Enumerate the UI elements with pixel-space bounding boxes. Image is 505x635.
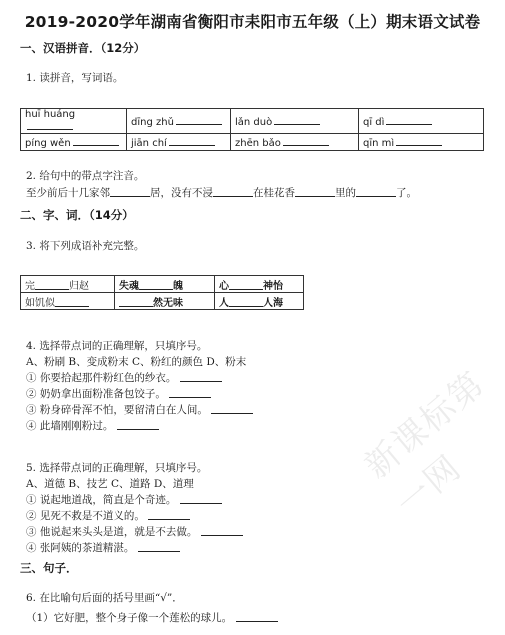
q5-options: A、道德 B、技艺 C、道路 D、道理: [26, 478, 194, 490]
answer-blank[interactable]: [139, 280, 173, 290]
q4-item-text: ② 奶奶拿出面粉准备包饺子。: [26, 388, 166, 400]
q1-prompt: 1. 读拼音，写词语。: [26, 72, 124, 84]
idiom-cell: [21, 276, 115, 293]
q4-item: [26, 418, 159, 433]
idiom-cell: [215, 276, 304, 293]
idiom-part: 人海: [263, 297, 283, 309]
answer-blank[interactable]: [110, 187, 150, 197]
answer-blank[interactable]: [138, 542, 180, 552]
pinyin-cell: [359, 134, 484, 151]
pinyin-text: huī huáng: [25, 109, 76, 120]
idiom-part: 神怡: [263, 280, 283, 292]
q6-item-text: （1）它好肥，整个身子像一个莲松的球儿。: [26, 612, 233, 624]
pinyin-text: lǎn duò: [235, 116, 273, 128]
q6-prompt: 6. 在比喻句后面的括号里画“√”．: [26, 592, 183, 604]
watermark: 新课标第一网: [357, 363, 494, 525]
answer-blank[interactable]: [35, 280, 69, 290]
q3-prompt: 3. 将下列成语补充完整。: [26, 240, 145, 252]
section-2-heading: 二、字、词．（14分）: [20, 208, 134, 222]
q4-item-text: ③ 粉身碎骨浑不怕，要留清白在人间。: [26, 404, 208, 416]
q5-item: [26, 492, 222, 507]
idiom-part: 魄: [173, 280, 183, 292]
pinyin-cell: [21, 134, 127, 151]
idiom-part: 人: [219, 297, 229, 309]
answer-blank[interactable]: [201, 526, 243, 536]
answer-blank[interactable]: [229, 280, 263, 290]
pinyin-cell: [21, 109, 127, 134]
sentence-part: 至少前后十几家邻: [26, 187, 110, 199]
idiom-table: [20, 275, 304, 310]
idiom-cell: [21, 293, 115, 310]
page-title: 2019-2020学年湖南省衡阳市耒阳市五年级（上）期末语文试卷: [24, 13, 481, 31]
answer-blank[interactable]: [169, 136, 215, 146]
answer-blank[interactable]: [283, 136, 329, 146]
pinyin-cell: [359, 109, 484, 134]
answer-blank[interactable]: [148, 510, 190, 520]
idiom-cell: [115, 293, 215, 310]
section-1-heading: 一、汉语拼音．（12分）: [20, 41, 146, 55]
answer-blank[interactable]: [27, 120, 73, 130]
q5-item: [26, 508, 190, 523]
q4-item: [26, 386, 211, 401]
answer-blank[interactable]: [176, 115, 222, 125]
idiom-part: 心: [219, 280, 229, 292]
answer-blank[interactable]: [356, 187, 396, 197]
pinyin-text: píng wěn: [25, 137, 71, 149]
sentence-part: 居，没有不浸: [150, 187, 213, 199]
answer-blank[interactable]: [180, 372, 222, 382]
q4-options: A、粉刷 B、变成粉末 C、粉红的颜色 D、粉末: [26, 356, 247, 368]
answer-blank[interactable]: [386, 115, 432, 125]
q2-sentence: [26, 185, 417, 200]
pinyin-text: dīng zhǔ: [131, 116, 174, 128]
pinyin-text: jiān chí: [131, 137, 167, 149]
q5-item-text: ① 说起地道战，简直是个奇迹。: [26, 494, 177, 506]
idiom-part: 完: [25, 280, 35, 292]
idiom-cell: [115, 276, 215, 293]
pinyin-cell: [127, 109, 231, 134]
q2-prompt: 2. 给句中的带点字注音。: [26, 170, 145, 182]
pinyin-cell: [127, 134, 231, 151]
answer-blank[interactable]: [274, 115, 320, 125]
sentence-part: 在桂花香: [253, 187, 295, 199]
q4-item-text: ① 你要拾起那件粉红色的纱衣。: [26, 372, 177, 384]
answer-blank[interactable]: [119, 297, 153, 307]
answer-blank[interactable]: [236, 612, 278, 622]
answer-blank[interactable]: [211, 404, 253, 414]
pinyin-table: [20, 108, 484, 151]
answer-blank[interactable]: [117, 420, 159, 430]
q5-item-text: ④ 张阿姨的茶道精湛。: [26, 542, 135, 554]
idiom-cell: [215, 293, 304, 310]
section-3-heading: 三、句子．: [20, 561, 78, 575]
answer-blank[interactable]: [55, 297, 89, 307]
pinyin-text: qī dì: [363, 116, 385, 128]
q4-item: [26, 370, 222, 385]
q4-prompt: 4. 选择带点词的正确理解，只填序号。: [26, 340, 208, 352]
pinyin-cell: [231, 134, 359, 151]
sentence-part: 了。: [396, 187, 417, 199]
answer-blank[interactable]: [295, 187, 335, 197]
q5-item-text: ② 见死不救是不道义的。: [26, 510, 145, 522]
q5-item: [26, 524, 243, 539]
idiom-part: 归赵: [69, 280, 89, 292]
pinyin-text: qīn mì: [363, 137, 395, 149]
q4-item-text: ④ 此墙刚刚粉过。: [26, 420, 114, 432]
pinyin-text: zhēn bǎo: [235, 137, 281, 149]
answer-blank[interactable]: [180, 494, 222, 504]
idiom-part: 如饥似: [25, 297, 55, 309]
q5-prompt: 5. 选择带点词的正确理解，只填序号。: [26, 462, 208, 474]
pinyin-cell: [231, 109, 359, 134]
q4-item: [26, 402, 253, 417]
answer-blank[interactable]: [213, 187, 253, 197]
q5-item-text: ③ 他说起来头头是道，就是不去做。: [26, 526, 198, 538]
q6-item: [26, 610, 278, 625]
answer-blank[interactable]: [396, 136, 442, 146]
idiom-part: 然无味: [153, 297, 183, 309]
idiom-part: 失魂: [119, 280, 139, 292]
q5-item: [26, 540, 180, 555]
answer-blank[interactable]: [169, 388, 211, 398]
sentence-part: 里的: [335, 187, 356, 199]
answer-blank[interactable]: [229, 297, 263, 307]
answer-blank[interactable]: [73, 136, 119, 146]
